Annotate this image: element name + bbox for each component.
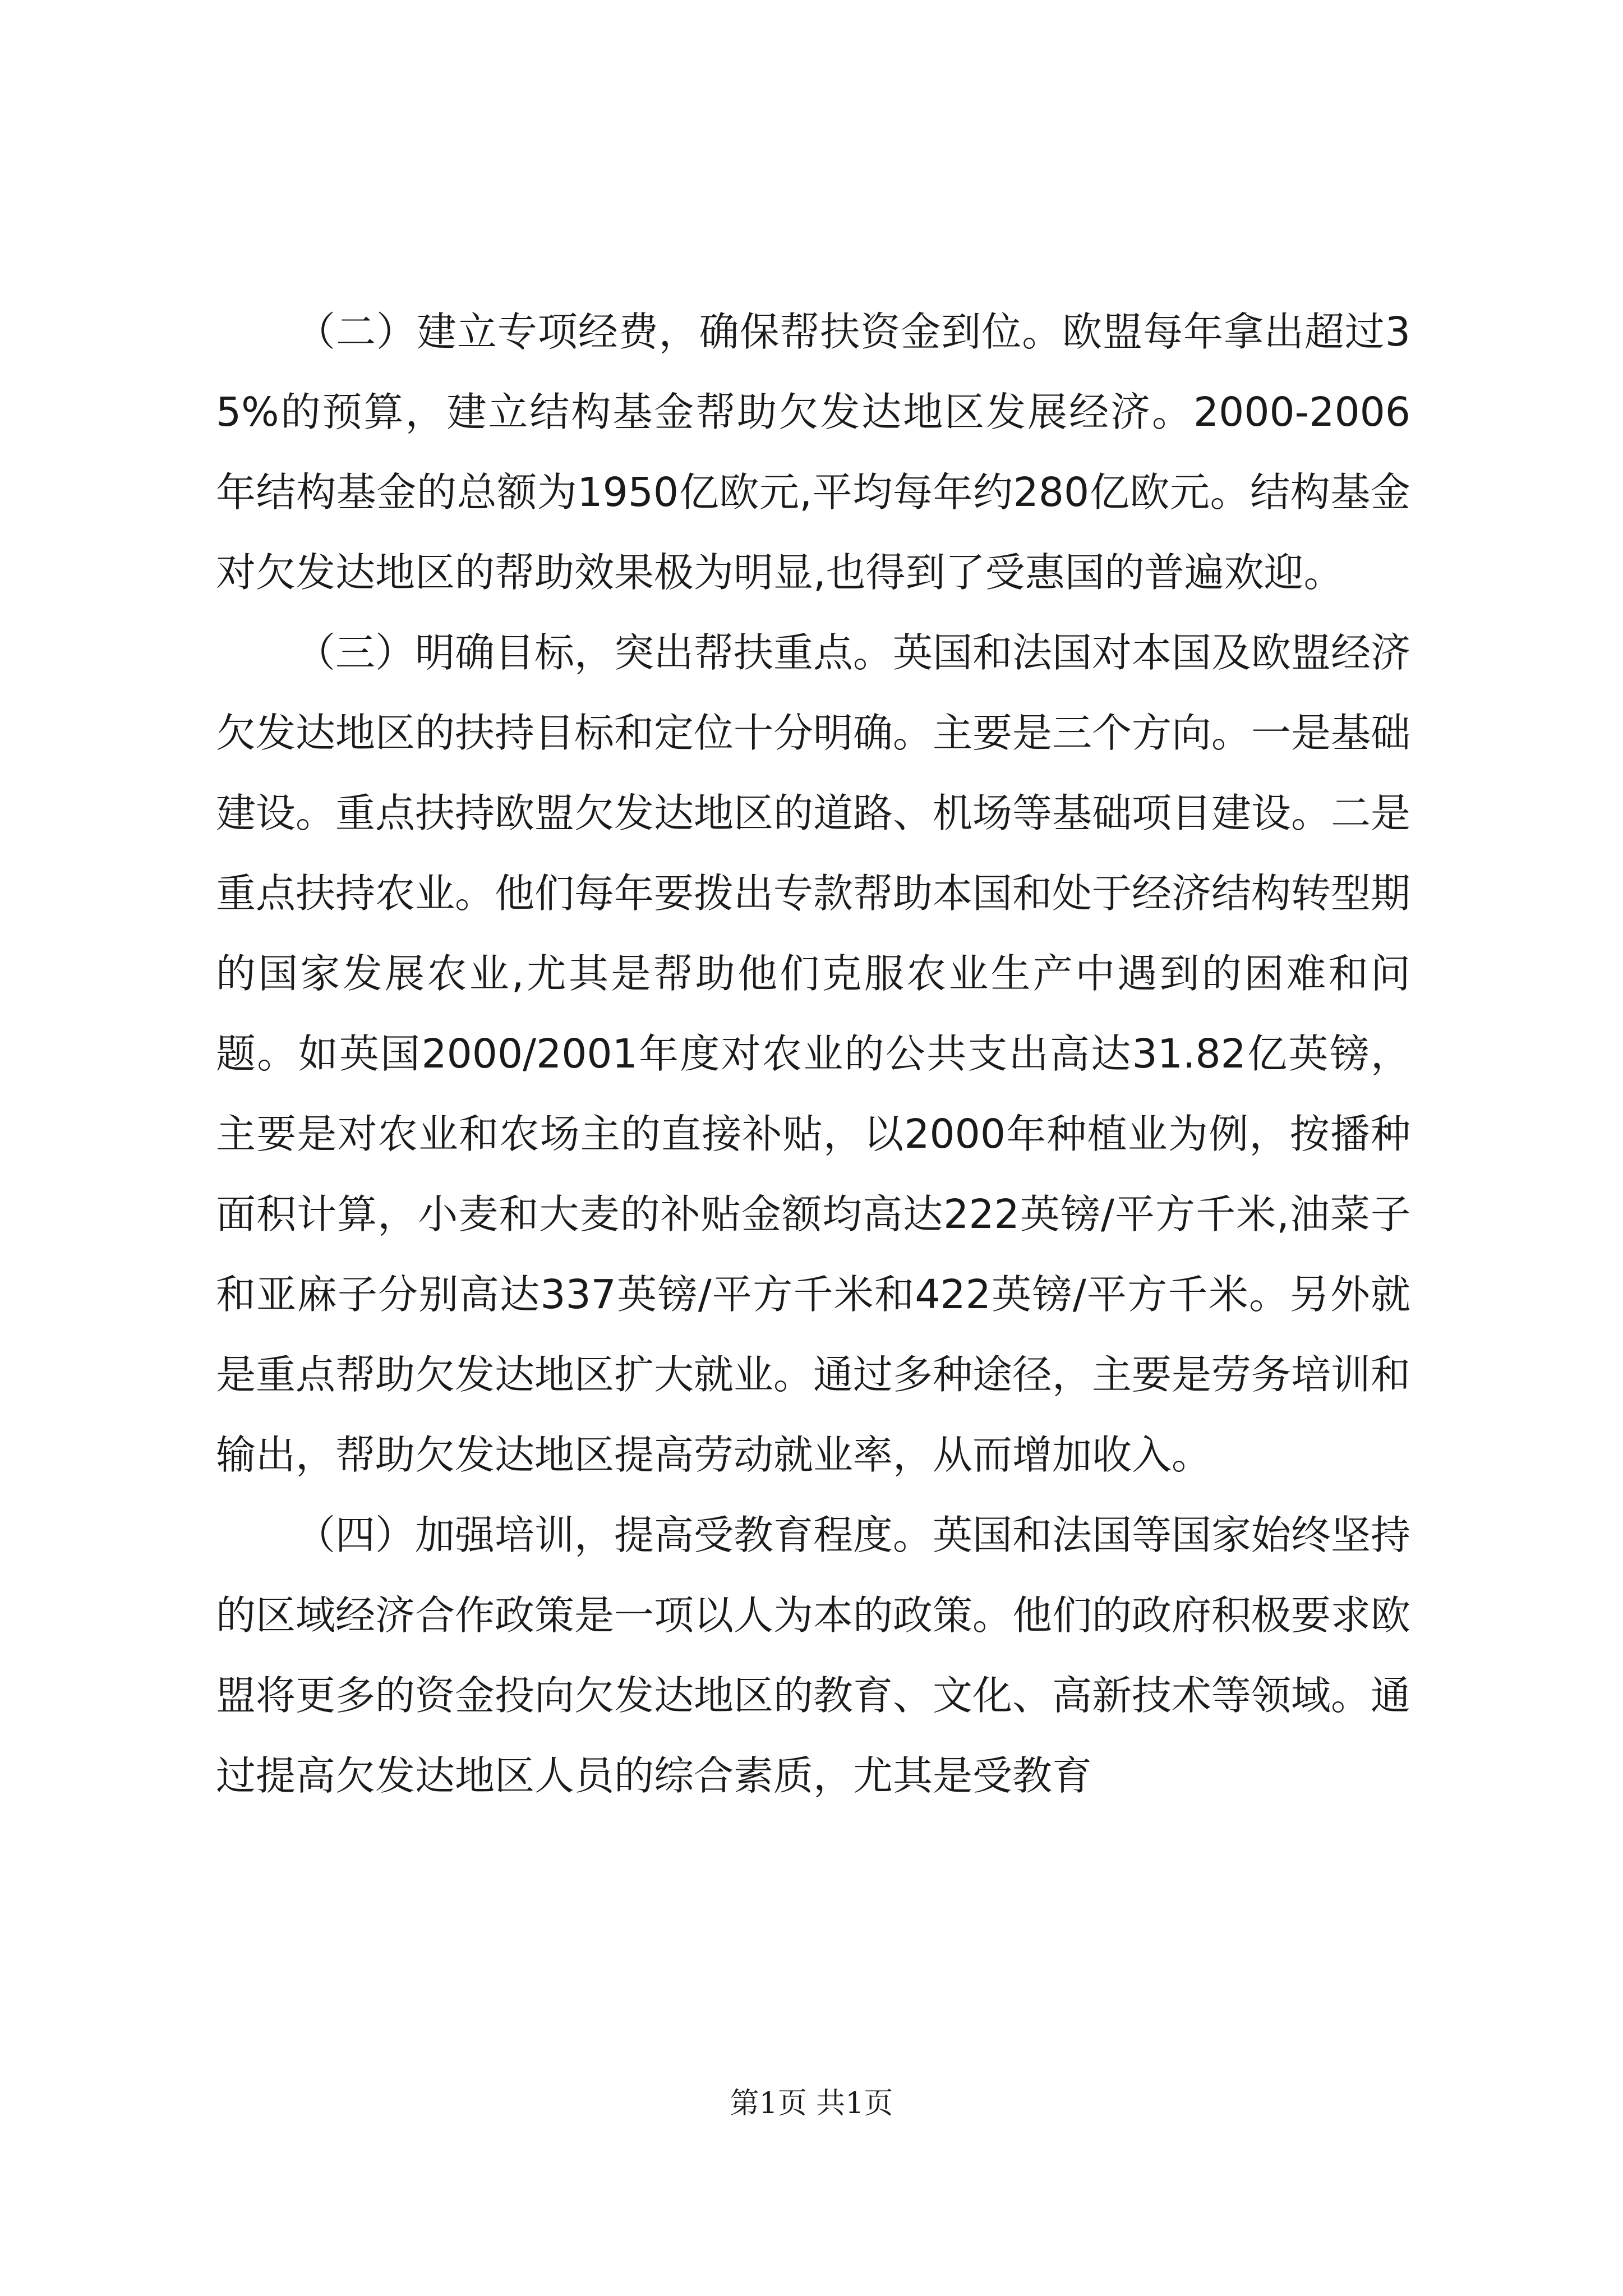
paragraph-3: （三）明确目标，突出帮扶重点。英国和法国对本国及欧盟经济欠发达地区的扶持目标和定位十分明确。主要是三个方向。一是基础建设。重点扶持欧盟欠发达地区的道路、机场等基础项目建设。二是重点扶持农业。他们每年要拨出专款帮助本国和处于经济结构转型期的国家发展农业,尤其是帮助他们克服农业生产中遇到的困难和问题。如英国2000/2001年度对农业的公共支出高达31.82亿英镑，主要是对农业和农场主的直接补贴，以2000年种植业为例，按播种面积计算，小麦和大麦的补贴金额均高达222英镑/平方千米,油菜子和亚麻子分别高达337英镑/平方千米和422英镑/平方千米。另外就是重点帮助欠发达地区扩大就业。通过多种途径，主要是劳务培训和输出，帮助欠发达地区提高劳动就业率，从而增加收入。	[216, 629, 1411, 1478]
document-body	[216, 292, 1410, 1816]
page-footer: 第1页 共1页	[730, 2087, 893, 2120]
paragraph-4: （四）加强培训，提高受教育程度。英国和法国等国家始终坚持的区域经济合作政策是一项以人为本的政策。他们的政府积极要求欧盟将更多的资金投向欠发达地区的教育、文化、高新技术等领域。通过提高欠发达地区人员的综合素质，尤其是受教育	[216, 1512, 1411, 1799]
paragraph-2: （二）建立专项经费，确保帮扶资金到位。欧盟每年拿出超过35%的预算，建立结构基金帮助欠发达地区发展经济。2000-2006年结构基金的总额为1950亿欧元,平均每年约280亿欧元。结构基金对欠发达地区的帮助效果极为明显,也得到了受惠国的普遍欢迎。	[216, 309, 1410, 596]
